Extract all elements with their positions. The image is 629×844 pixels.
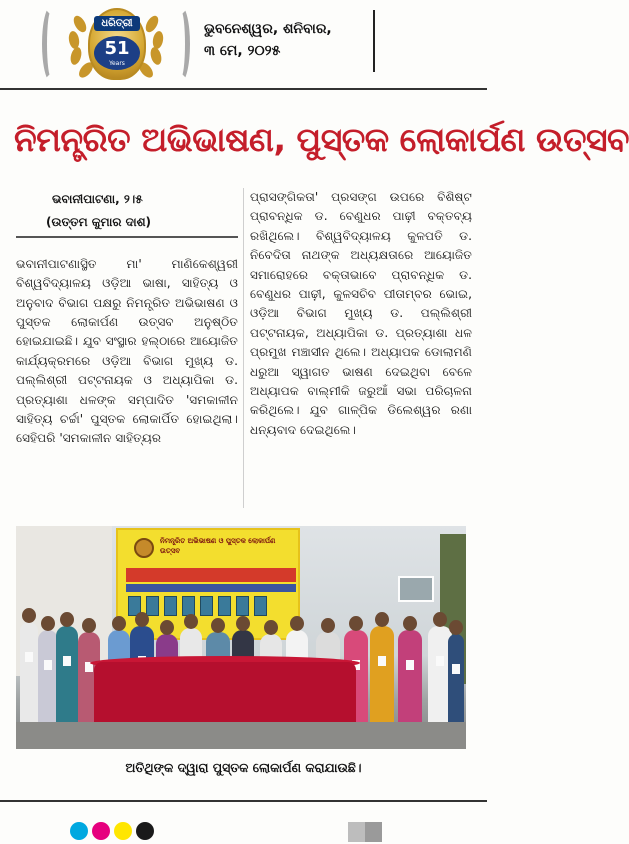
person-figure bbox=[398, 630, 422, 730]
column-divider bbox=[243, 188, 244, 508]
emblem-years-label: Years bbox=[109, 60, 125, 67]
person-head bbox=[321, 618, 335, 633]
masthead bbox=[0, 0, 487, 88]
person-head bbox=[264, 620, 278, 635]
person-head bbox=[41, 616, 55, 631]
dateline-line2: ୩ ମେ, ୨୦୨୫ bbox=[204, 43, 281, 59]
anniversary-emblem bbox=[42, 2, 190, 86]
right-arc bbox=[172, 6, 190, 82]
person-head bbox=[236, 616, 250, 631]
person-figure bbox=[448, 634, 464, 730]
dateline bbox=[204, 18, 364, 62]
person-head bbox=[449, 620, 463, 635]
emblem-name: ଧରିତ୍ରୀ bbox=[94, 16, 140, 31]
registration-dot bbox=[92, 822, 110, 840]
right-column-text: ପ୍ରାସଙ୍ଗିକତା' ପ୍ରସଙ୍ଗ ଉପରେ ବିଶିଷ୍ଟ ପ୍ରାବନ୍ଧିକ ଡ. ବେଣୁଧର ପାଢ଼ୀ ବକ୍ତବ୍ୟ ରଖିଥିଲେ। ବିଶ୍ୱବିଦ୍ୟାଳୟ କୁଳପତି ଡ. ନିବେଦିତା ନାଥଙ୍କ ଅଧ୍ୟକ୍ଷତାରେ ଆୟୋଜିତ ସମାରୋହରେ ବକ୍ତାଭାବେ ପ୍ରାବନ୍ଧିକ ଡ. ବେଣୁଧର ପାଢ଼ୀ, କୁଳସଚିବ ପୀତାମ୍ବର ଭୋଇ, ଓଡ଼ିଆ ବିଭାଗ ମୁଖ୍ୟ ଡ. ପଲ୍ଲିଶ୍ରୀ ପଟ୍ଟନାୟକ, ଅଧ୍ୟାପିକା ଡ. ପ୍ରତ୍ୟାଶା ଧଳ ପ୍ରମୁଖ ମଞ୍ଚାସୀନ ଥିଲେ। ଅଧ୍ୟାପକ ଡୋଲାମଣି ଧରୁଆ ସ୍ୱାଗତ ଭାଷଣ ଦେଇଥିବା ବେଳେ ଅଧ୍ୟାପକ ବାଲ୍ମୀକି ଜରୁଆଁ ସଭା ପରିଚାଳନା କରିଥିଲେ। ଯୁବ ଗାଳ୍ପିକ ଡିଲେଶ୍ୱର ରଣା ଧନ୍ୟବାଦ ଦେଇଥିଲେ। bbox=[250, 190, 472, 437]
person-head bbox=[403, 616, 417, 631]
stage-floor bbox=[16, 722, 466, 749]
person-figure bbox=[56, 626, 78, 730]
person-head bbox=[112, 616, 126, 631]
event-photo bbox=[16, 526, 466, 749]
article-left-column bbox=[16, 190, 238, 449]
book-held bbox=[63, 656, 71, 666]
article-right-column bbox=[250, 188, 472, 440]
person-head bbox=[135, 612, 149, 627]
masthead-divider bbox=[373, 10, 375, 72]
person-head bbox=[375, 612, 389, 627]
byline-rule bbox=[16, 236, 238, 238]
person-head bbox=[211, 618, 225, 633]
red-draped-table bbox=[94, 662, 356, 724]
registration-marks bbox=[70, 822, 158, 840]
bottom-rule bbox=[0, 800, 487, 802]
book-held bbox=[452, 664, 460, 674]
person-figure bbox=[38, 630, 58, 730]
person-head bbox=[349, 616, 363, 631]
top-rule bbox=[0, 88, 487, 90]
university-logo-icon bbox=[134, 538, 154, 558]
banner-text: ନିମନ୍ତ୍ରିତ ଅଭିଭାଷଣ ଓ ପୁସ୍ତକ ଲୋକାର୍ପଣ ଉତ୍ସବ bbox=[160, 537, 276, 555]
emblem-years-badge bbox=[94, 36, 140, 70]
person-head bbox=[160, 620, 174, 635]
left-arc bbox=[42, 6, 60, 82]
left-column-text: ଭବାନୀପାଟଣାସ୍ଥିତ ମା' ମାଣିକେଶ୍ୱରୀ ବିଶ୍ୱବିଦ୍ୟାଳୟ ଓଡ଼ିଆ ଭାଷା, ସାହିତ୍ୟ ଓ ଅନୁବାଦ ବିଭାଗ ପକ୍ଷରୁ ନିମନ୍ତ୍ରିତ ଅଭିଭାଷଣ ଓ ପୁସ୍ତକ ଲୋକାର୍ପଣ ଉତ୍ସବ ଅନୁଷ୍ଠିତ ହୋଇଯାଇଛି। ଯୁବ ସଂସ୍ଥାର ହଲ୍‌ଠାରେ ଆୟୋଜିତ କାର୍ଯ୍ୟକ୍ରମରେ ଓଡ଼ିଆ ବିଭାଗ ମୁଖ୍ୟ ଡ. ପଲ୍ଲିଶ୍ରୀ ପଟ୍ଟନାୟକ ଓ ଅଧ୍ୟାପିକା ଡ. ପ୍ରତ୍ୟାଶା ଧଳଙ୍କ ସମ୍ପାଦିତ 'ସମକାଳୀନ ସାହିତ୍ୟ ଚର୍ଚ୍ଚା' ପୁସ୍ତକ ଲୋକାର୍ପିତ ହୋଇଥିଲା। ସେହିପରି 'ସମକାଳୀନ ସାହିତ୍ୟର bbox=[16, 256, 238, 446]
person-figure bbox=[370, 626, 394, 730]
registration-dot bbox=[70, 822, 88, 840]
book-held bbox=[406, 660, 414, 670]
emblem-number: 51 bbox=[104, 38, 130, 59]
dateline-line1: ଭୁବନେଶ୍ୱର, ଶନିବାର, bbox=[204, 21, 332, 37]
registration-dot bbox=[114, 822, 132, 840]
book-held bbox=[44, 660, 52, 670]
person-head bbox=[290, 616, 304, 631]
byline-place: ଭବାନୀପାଟଣା, ୨।୫ bbox=[52, 192, 143, 206]
byline bbox=[16, 190, 238, 233]
person-head bbox=[60, 612, 74, 627]
person-figure bbox=[20, 622, 38, 730]
person-head bbox=[184, 614, 198, 629]
byline-reporter: (ଉତ୍ତମ କୁମାର ଦାଶ) bbox=[46, 215, 152, 230]
person-head bbox=[82, 618, 96, 633]
person-head bbox=[433, 612, 447, 627]
banner-red-strip bbox=[126, 568, 296, 582]
book-held bbox=[436, 656, 444, 666]
photo-caption: ଅତିଥିଙ୍କ ଦ୍ୱାରା ପୁସ୍ତକ ଲୋକାର୍ପଣ କରାଯାଉଛି। bbox=[125, 760, 362, 775]
article-headline: ନିମନ୍ତ୍ରିତ ଅଭିଭାଷଣ, ପୁସ୍ତକ ଲୋକାର୍ପଣ ଉତ୍ସବ bbox=[14, 120, 629, 159]
book-held bbox=[25, 652, 33, 662]
grey-swatch bbox=[348, 822, 382, 842]
registration-dot bbox=[136, 822, 154, 840]
book-held bbox=[378, 656, 386, 666]
person-head bbox=[22, 608, 36, 623]
